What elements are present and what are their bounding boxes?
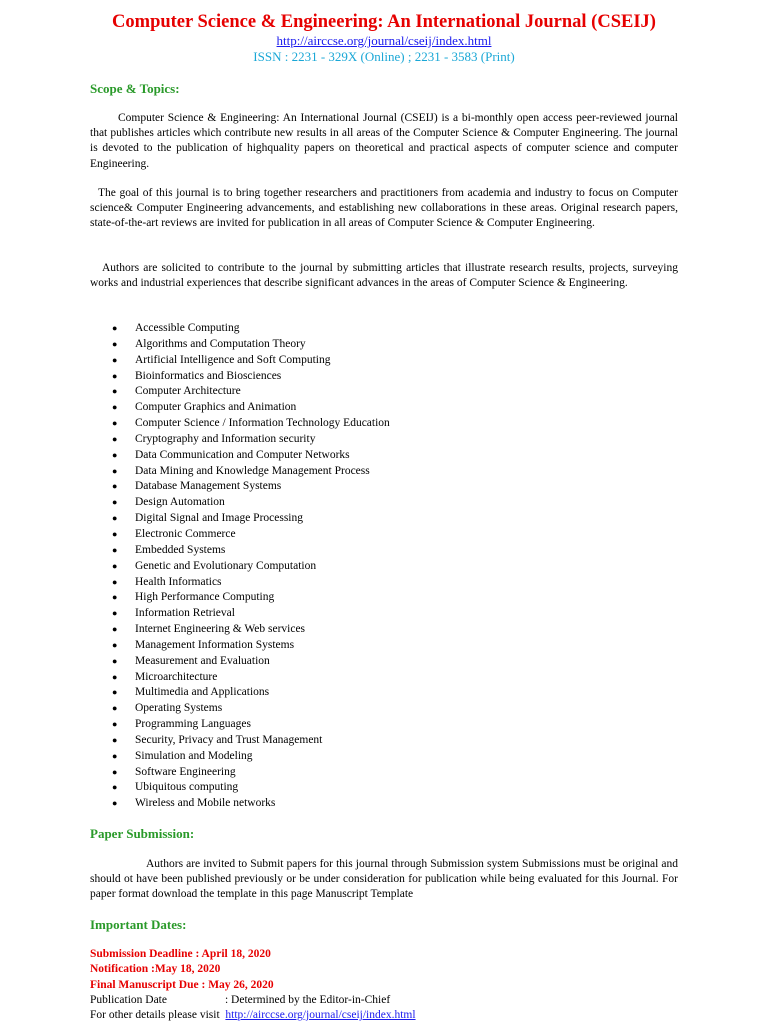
topic-label: Security, Privacy and Trust Management <box>135 733 323 746</box>
topic-label: Programming Languages <box>135 718 251 731</box>
topic-label: Data Mining and Knowledge Management Process <box>135 464 370 477</box>
submission-heading: Paper Submission: <box>90 826 195 841</box>
bullet-icon: ● <box>112 703 118 714</box>
topic-label: Bioinformatics and Biosciences <box>135 369 282 382</box>
topic-label: Algorithms and Computation Theory <box>135 337 306 350</box>
topic-item <box>90 654 390 670</box>
notification-date: Notification :May 18, 2020 <box>90 963 221 976</box>
bullet-icon: ● <box>112 323 118 333</box>
final-manuscript-date: Final Manuscript Due : May 26, 2020 <box>90 978 274 991</box>
publication-date-row <box>90 993 416 1008</box>
scope-paragraph-1: Computer Science & Engineering: An International Journal (CSEIJ) is a bi-monthly open access peer-reviewed journal that publishes articles which contribute new results in all areas of the Computer Science & Computer Engineering. The journal is devoted to the publication of highquality papers on theoretical and practical aspects of computer science and computer Engineering. <box>90 112 678 170</box>
topic-label: Computer Architecture <box>135 385 241 398</box>
topic-item <box>90 400 390 416</box>
topic-item <box>90 733 390 749</box>
topic-label: Database Management Systems <box>135 480 282 493</box>
bullet-icon: ● <box>112 338 118 349</box>
bullet-icon: ● <box>112 386 118 397</box>
bullet-icon: ● <box>112 687 118 698</box>
bullet-icon: ● <box>112 370 118 381</box>
other-details-label: For other details please visit <box>90 1009 220 1022</box>
dates-heading: Important Dates: <box>90 917 187 932</box>
bullet-icon: ● <box>112 465 118 476</box>
topic-label: Measurement and Evaluation <box>135 654 270 667</box>
topic-label: Operating Systems <box>135 702 223 715</box>
topic-item <box>90 622 390 638</box>
topic-item <box>90 575 390 591</box>
bullet-icon: ● <box>112 433 118 444</box>
topic-item <box>90 765 390 781</box>
topic-label: Management Information Systems <box>135 638 295 651</box>
topic-item <box>90 384 390 400</box>
topic-label: Electronic Commerce <box>135 527 236 540</box>
topic-item <box>90 606 390 622</box>
bullet-icon: ● <box>112 719 118 730</box>
bullet-icon: ● <box>112 671 118 682</box>
topic-label: Design Automation <box>135 496 225 509</box>
bullet-icon: ● <box>112 766 118 777</box>
topic-label: Cryptography and Information security <box>135 432 316 445</box>
bullet-icon: ● <box>112 592 118 603</box>
journal-url-link[interactable]: http://airccse.org/journal/cseij/index.html <box>276 33 492 48</box>
journal-title: Computer Science & Engineering: An International Journal (CSEIJ) <box>112 12 656 32</box>
bullet-icon: ● <box>112 528 118 539</box>
topic-label: Digital Signal and Image Processing <box>135 512 303 525</box>
topic-item <box>90 479 390 495</box>
publication-date-value: : Determined by the Editor-in-Chief <box>224 993 391 1006</box>
topic-label: Embedded Systems <box>135 543 226 556</box>
topic-item <box>90 638 390 654</box>
bullet-icon: ● <box>112 608 118 619</box>
other-details-link[interactable]: http://airccse.org/journal/cseij/index.html <box>225 1009 416 1022</box>
submission-paragraph: Authors are invited to Submit papers for this journal through Submission system Submissions must be original and should ot have been published previously or be under consideration for publication while being evaluated for this Journal. For paper format download the template in this page Manuscript Template <box>90 858 678 901</box>
bullet-icon: ● <box>112 544 118 555</box>
topic-item <box>90 701 390 717</box>
bullet-icon: ● <box>112 576 118 587</box>
topic-label: Multimedia and Applications <box>135 686 270 699</box>
topic-item <box>90 543 390 559</box>
topic-item <box>90 749 390 765</box>
bullet-icon: ● <box>112 497 118 508</box>
bullet-icon: ● <box>112 513 118 524</box>
topic-label: Health Informatics <box>135 575 222 588</box>
other-details-row <box>90 1008 416 1023</box>
topic-label: Computer Science / Information Technology Education <box>135 417 390 430</box>
topic-label: Artificial Intelligence and Soft Computing <box>135 353 331 366</box>
bullet-icon: ● <box>112 639 118 650</box>
bullet-icon: ● <box>112 418 118 429</box>
bullet-icon: ● <box>112 655 118 666</box>
bullet-icon: ● <box>112 449 118 460</box>
topic-label: Computer Graphics and Animation <box>135 401 297 414</box>
topic-label: Microarchitecture <box>135 670 218 683</box>
topic-label: Simulation and Modeling <box>135 749 253 762</box>
scope-paragraph-3: Authors are solicited to contribute to the journal by submitting articles that illustrate research results, projects, surveying works and industrial experiences that describe significant advances in the areas of Computer Science & Engineering. <box>90 262 678 290</box>
topic-item <box>90 796 390 812</box>
topic-item <box>90 337 390 353</box>
topic-item <box>90 432 390 448</box>
bullet-icon: ● <box>112 481 118 492</box>
topic-item <box>90 464 390 480</box>
topics-list <box>90 321 390 812</box>
scope-heading: Scope & Topics: <box>90 81 180 96</box>
topic-item <box>90 780 390 796</box>
bullet-icon: ● <box>112 782 118 793</box>
bullet-icon: ● <box>112 750 118 761</box>
topic-item <box>90 321 390 337</box>
important-dates <box>90 947 416 1023</box>
topic-label: Information Retrieval <box>135 607 235 620</box>
topic-label: High Performance Computing <box>135 591 275 604</box>
topic-item <box>90 495 390 511</box>
bullet-icon: ● <box>112 354 118 365</box>
submission-deadline: Submission Deadline : April 18, 2020 <box>90 948 271 960</box>
bullet-icon: ● <box>112 560 118 571</box>
topic-label: Internet Engineering & Web services <box>135 623 306 636</box>
topic-item <box>90 448 390 464</box>
topic-item <box>90 511 390 527</box>
bullet-icon: ● <box>112 798 118 809</box>
topic-item <box>90 590 390 606</box>
topic-item <box>90 717 390 733</box>
topic-item <box>90 559 390 575</box>
topic-item <box>90 685 390 701</box>
topic-label: Data Communication and Computer Networks <box>135 448 350 461</box>
topic-label: Accessible Computing <box>135 322 240 334</box>
topic-item <box>90 527 390 543</box>
topic-label: Software Engineering <box>135 765 236 778</box>
bullet-icon: ● <box>112 402 118 413</box>
bullet-icon: ● <box>112 734 118 745</box>
issn-line: ISSN : 2231 - 329X (Online) ; 2231 - 3583 (Print) <box>253 49 515 64</box>
publication-date-label: Publication Date <box>90 993 167 1006</box>
topic-item <box>90 369 390 385</box>
topic-item <box>90 416 390 432</box>
topic-label: Wireless and Mobile networks <box>135 797 276 810</box>
journal-url-line <box>90 33 678 49</box>
topic-item <box>90 670 390 686</box>
scope-paragraph-2: The goal of this journal is to bring together researchers and practitioners from academia and industry to focus on Computer science& Computer Engineering advancements, and establishing new collaborations in these areas. Original research papers, state-of-the-art reviews are invited for publication in all areas of Computer Science & Computer Engineering. <box>90 187 678 230</box>
topic-label: Genetic and Evolutionary Computation <box>135 559 317 572</box>
topic-label: Ubiquitous computing <box>135 781 239 794</box>
topic-item <box>90 353 390 369</box>
bullet-icon: ● <box>112 624 118 635</box>
